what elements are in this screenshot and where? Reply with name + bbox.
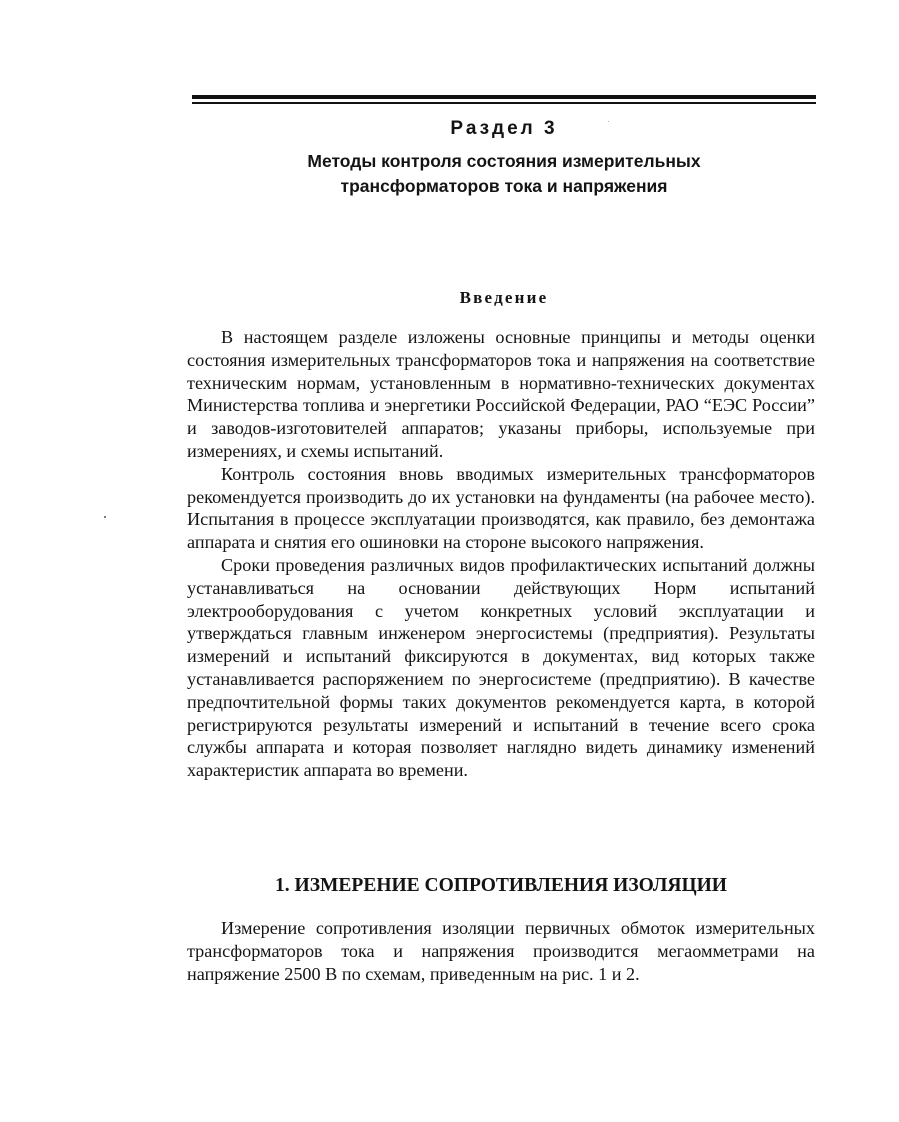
- chapter-text-block: [187, 917, 815, 985]
- intro-paragraph: В настоящем разделе изложены основные принципы и методы оценки состояния измерительных трансформаторов тока и напряжения на соответствие техническим нормам, установленным в нормативно-технических документах Министерства топлива и энергетики Российской Федерации, РАО “ЕЭС России” и заводов-изготовителей аппаратов; указаны приборы, используемые при измерениях, и схемы испытаний.: [187, 327, 815, 461]
- header-rule-thin: [192, 102, 816, 104]
- chapter-paragraph: Измерение сопротивления изоляции первичных обмоток измерительных трансформаторов тока и напряжения производится мегаомметрами на напряжение 2500 В по схемам, приведенным на рис. 1 и 2.: [187, 918, 815, 984]
- intro-text-block: [187, 326, 815, 782]
- scan-speck: [104, 516, 106, 518]
- section-title: Методы контроля состояния измерительных трансформаторов тока и напряжения: [307, 151, 701, 196]
- section-label: Раздел 3: [450, 118, 558, 139]
- header-rule-thick: [192, 95, 816, 99]
- intro-paragraph: Сроки проведения различных видов профилактических испытаний должны устанавливаться на основании действующих Норм испытаний электрооборудования с учетом конкретных условий эксплуатации и утверждаться главным инженером энергосистемы (предприятия). Результаты измерений и испытаний фиксируются в документах, вид которых также устанавливается распоряжением по энергосистеме (предприятию). В качестве предпочтительной формы таких документов рекомендуется карта, в которой регистрируются результаты измерений и испытаний в течение всего срока службы аппарата и которая позволяет наглядно видеть динамику изменений характеристик аппарата во времени.: [187, 554, 815, 781]
- intro-heading: Введение: [459, 288, 549, 307]
- scan-speck: [608, 121, 609, 122]
- chapter-heading: 1. ИЗМЕРЕНИЕ СОПРОТИВЛЕНИЯ ИЗОЛЯЦИИ: [275, 875, 727, 896]
- intro-paragraph: Контроль состояния вновь вводимых измерительных трансформаторов рекомендуется производить до их установки на фундаменты (на рабочее место). Испытания в процессе эксплуатации производятся, как правило, без демонтажа аппарата и снятия его ошиновки на стороне высокого напряжения.: [187, 463, 815, 553]
- header-double-rule: [192, 95, 816, 104]
